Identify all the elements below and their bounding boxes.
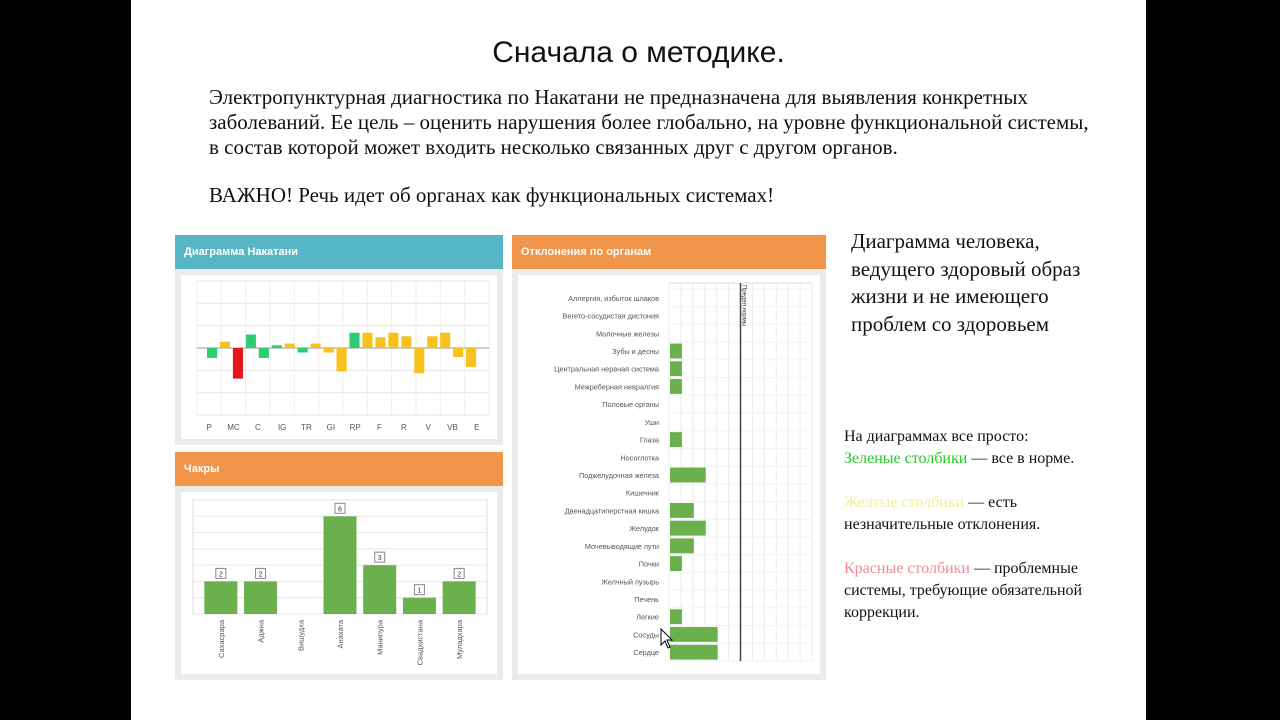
nakatani-bar	[388, 333, 398, 348]
legend-green-text: — все в норме.	[967, 450, 1075, 467]
organ-bar	[670, 645, 718, 660]
chakra-value-label: 6	[338, 506, 342, 514]
nakatani-bar	[466, 348, 476, 367]
chakra-bar	[443, 581, 476, 614]
organ-tick-label: Почки	[638, 559, 659, 569]
nakatani-bar	[220, 342, 230, 348]
chakra-bar	[403, 598, 436, 614]
chakra-bar	[244, 581, 277, 614]
organ-bar	[670, 538, 694, 553]
nakatani-tick-label: RP	[349, 423, 361, 432]
chakras-panel-header: Чакры	[175, 452, 503, 486]
legend-yellow-text: — есть незначительные отклонения.	[844, 494, 1041, 533]
chakra-tick-label: Манипура	[375, 620, 385, 655]
important-note: ВАЖНО! Речь идет об органах как функциональных системах!	[209, 183, 775, 207]
chakra-tick-label: Сахасрара	[216, 620, 226, 658]
legend-red	[844, 558, 1104, 624]
chakra-bar	[363, 565, 396, 614]
nakatani-tick-label: C	[254, 423, 261, 432]
nakatani-bar	[414, 348, 424, 373]
organs-norm-label: Предел нормы	[740, 285, 747, 327]
organ-bar	[670, 379, 682, 394]
legend-block	[844, 426, 1104, 624]
organ-tick-label: Желчный пузырь	[601, 577, 659, 587]
chakra-tick-label: Муладхара	[455, 620, 465, 660]
chakra-bar	[324, 516, 357, 614]
legend-red-text: — проблемные системы, требующие обязательной коррекции.	[844, 560, 1083, 621]
chakras-panel	[175, 452, 503, 680]
nakatani-tick-label: IG	[277, 423, 287, 432]
nakatani-tick-label: TR	[301, 423, 312, 432]
legend-intro: На диаграммах все просто:	[844, 428, 1029, 445]
organ-bar	[670, 361, 682, 376]
chakras-chart	[181, 492, 497, 674]
organ-tick-label: Половые органы	[602, 400, 659, 410]
organs-panel-header: Отклонения по органам	[512, 235, 826, 269]
chakra-value-label: 2	[258, 571, 263, 579]
nakatani-bar	[246, 335, 256, 349]
organ-tick-label: Центральная нервная система	[554, 364, 659, 374]
organ-tick-label: Носоглотка	[620, 453, 659, 463]
mouse-cursor-icon	[660, 628, 674, 650]
slide-title: Сначала о методике.	[492, 36, 785, 69]
organ-tick-label: Кишечник	[625, 488, 659, 498]
nakatani-bar	[362, 333, 372, 348]
organ-bar	[670, 468, 706, 483]
chakra-value-label: 1	[417, 587, 422, 595]
nakatani-panel-header: Диаграмма Накатани	[175, 235, 503, 269]
nakatani-bar	[233, 348, 243, 379]
chakra-value-label: 3	[377, 555, 382, 563]
organ-bar	[670, 627, 718, 642]
intro-paragraph: Электропунктурная диагностика по Накатани не предназначена для выявления конкретных заболеваний. Ее цель – оценить нарушения более глобально, на уровне функциональной системы, в состав которой может входить несколько связанных друг с другом органов.	[209, 85, 1089, 159]
nakatani-bar	[272, 345, 282, 348]
nakatani-tick-label: E	[474, 423, 480, 432]
organs-chart	[518, 275, 820, 674]
organ-tick-label: Сердце	[633, 648, 659, 658]
organ-bar	[670, 521, 706, 536]
organ-bar	[670, 556, 682, 571]
nakatani-bar	[401, 336, 411, 348]
organ-tick-label: Поджелудочная железа	[578, 471, 659, 480]
organ-tick-label: Межреберная невралгия	[574, 382, 659, 392]
organ-tick-label: Легкие	[636, 612, 659, 622]
organ-bar	[670, 344, 682, 359]
nakatani-bar	[337, 348, 347, 371]
nakatani-chart-area	[181, 275, 497, 439]
chakras-chart-area	[181, 492, 497, 674]
nakatani-bar	[440, 333, 450, 348]
nakatani-tick-label: VB	[447, 423, 458, 432]
nakatani-tick-label: MC	[227, 423, 240, 432]
organ-tick-label: Глаза	[639, 435, 659, 445]
nakatani-bar	[285, 344, 295, 349]
organs-chart-area	[518, 275, 820, 674]
nakatani-tick-label: R	[400, 423, 407, 432]
nakatani-bar	[298, 348, 308, 353]
chakra-tick-label: Анахата	[336, 620, 345, 649]
legend-yellow	[844, 492, 1104, 536]
nakatani-bar	[207, 348, 217, 358]
organ-tick-label: Мочевыводящие пути	[584, 541, 659, 551]
nakatani-chart	[181, 275, 497, 439]
chakra-tick-label: Свадхистана	[415, 620, 425, 666]
chakra-bar	[204, 581, 237, 614]
nakatani-bar	[259, 348, 269, 358]
legend-red-label: Красные столбики	[844, 560, 970, 577]
organ-bar	[670, 432, 682, 447]
nakatani-bar	[375, 337, 385, 348]
organ-tick-label: Двенадцатиперстная кишка	[564, 506, 659, 516]
nakatani-bar	[453, 348, 463, 357]
organ-tick-label: Сосуды	[633, 630, 659, 640]
side-heading: Диаграмма человека, ведущего здоровый образ жизни и не имеющего проблем со здоровьем	[851, 229, 1081, 336]
nakatani-bar	[427, 336, 437, 348]
organ-tick-label: Желудок	[629, 524, 659, 534]
organ-tick-label: Зубы и десны	[612, 347, 659, 356]
nakatani-bar	[311, 344, 321, 349]
chakra-tick-label: Аджна	[256, 620, 266, 643]
organ-tick-label: Печень	[634, 595, 659, 604]
nakatani-tick-label: P	[206, 423, 212, 432]
legend-yellow-label: Желтые столбики	[844, 494, 965, 511]
nakatani-panel	[175, 235, 503, 445]
nakatani-tick-label: GI	[326, 423, 336, 432]
organ-tick-label: Уши	[644, 417, 659, 427]
nakatani-tick-label: F	[377, 423, 382, 432]
organ-bar	[670, 503, 694, 518]
organ-tick-label: Аллергия, избыток шлаков	[568, 293, 659, 303]
organ-tick-label: Молочные железы	[596, 329, 659, 339]
legend-green-label: Зеленые столбики	[844, 450, 968, 467]
legend-green	[844, 448, 1104, 470]
chakra-tick-label: Вишудха	[296, 620, 306, 651]
organ-bar	[670, 609, 682, 624]
slide	[131, 0, 1146, 720]
nakatani-tick-label: V	[425, 423, 431, 432]
organ-tick-label: Вегето-сосудистая дистония	[562, 311, 659, 321]
chakra-value-label: 2	[218, 571, 223, 579]
nakatani-bar	[324, 348, 334, 353]
chakra-value-label: 2	[457, 571, 462, 579]
organs-panel	[512, 235, 826, 680]
nakatani-bar	[349, 333, 359, 348]
